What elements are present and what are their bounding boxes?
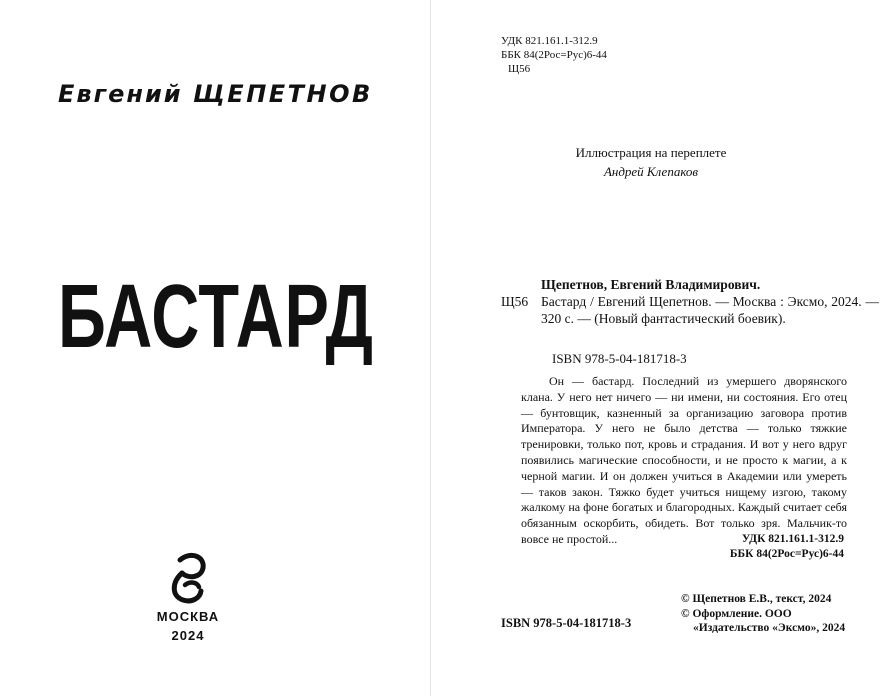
biblio-author: Щепетнов, Евгений Владимирович. [541,277,761,292]
bbk-code-bottom: ББК 84(2Рос=Рус)6-44 [729,548,844,560]
biblio-code: Щ56 [501,294,529,309]
copyright-line-1: © Щепетнов Е.В., текст, 2024 [681,593,832,605]
right-page [431,0,886,696]
illustration-credit [531,143,771,181]
illustration-label: Иллюстрация на переплете [575,145,727,160]
classification-codes-bottom [730,532,844,562]
classification-codes-top [501,34,607,76]
copyright-line-2: © Оформление. ООО [681,607,792,620]
copyright-block [681,592,851,636]
biblio-entry [501,293,879,327]
udk-code: УДК 821.161.1-312.9 [501,35,598,47]
author-first-name: Евгений [58,80,183,108]
author-last-name: ЩЕПЕТНОВ [192,80,373,108]
publication-city: МОСКВА [156,609,220,624]
author-mark: Щ56 [508,63,531,75]
illustrator-name: Андрей Клепаков [603,164,699,179]
author-name [58,80,373,108]
isbn-mid: ISBN 978-5-04-181718-3 [552,351,687,366]
bibliographic-record [501,276,879,327]
left-page [0,0,430,696]
biblio-text: Бастард / Евгений Щепетнов. — Москва : Эксмо, 2024. — 320 с. — (Новый фантастический боевик). [541,294,879,326]
eksmo-logo-icon [168,552,208,604]
bbk-code: ББК 84(2Рос=Рус)6-44 [501,49,607,61]
udk-code-bottom: УДК 821.161.1-312.9 [741,533,844,545]
annotation: Он — бастард. Последний из умершего дворянского клана. У него нет ничего — ни имени, ни состояния. Его отец — бунтовщик, казненный за организацию заговора против Императора. У него не было детства — только тяжкие тренировки, только пот, кровь и страдания. И вот у него вдруг появились магические способности, и не просто к магии, а к черной магии. И он должен учиться в Академии или умереть — таков закон. Тяжко будет учиться нищему изгою, такому жалкому на фоне богатых и благородных. Каждый считает себя обязанным оскорбить, обидеть. Вот только зря. Мальчик-то вовсе не простой... [521,374,847,546]
isbn-bottom: ISBN 978-5-04-181718-3 [501,616,632,630]
copyright-line-3: «Издательство «Эксмо», 2024 [693,622,846,634]
publication-year: 2024 [171,628,205,643]
book-title: БАСТАРД [58,267,374,367]
